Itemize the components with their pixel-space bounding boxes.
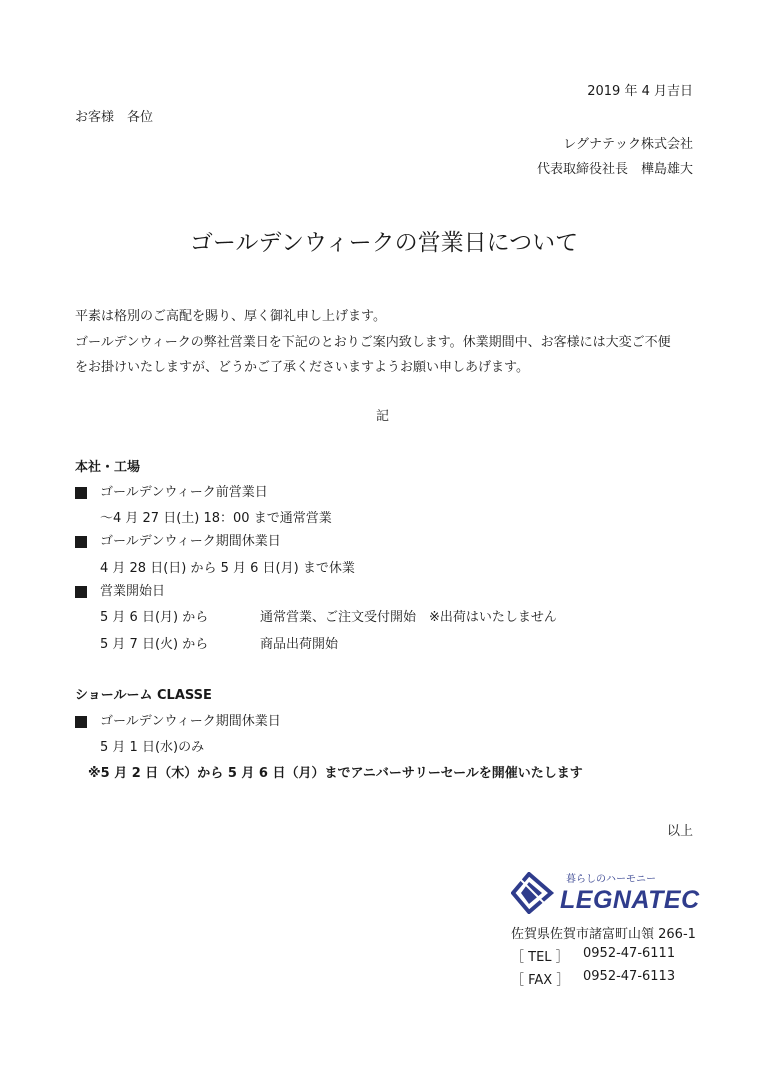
fax-number: 0952-47-6113 [583,969,676,984]
company-address: 佐賀県佐賀市諸富町山領 266-1 [511,927,696,942]
representative: 代表取締役社長 樺島雄大 [536,162,693,177]
start-date: 5 月 6 日(月) から [100,610,209,625]
addressee: お客様 各位 [75,110,154,125]
intro-line: 平素は格別のご高配を賜り、厚く御礼申し上げます。 [75,309,386,324]
list-item-label: ゴールデンウィーク期間休業日 [100,714,281,729]
closing-mark: 以上 [666,824,693,839]
bullet-square-icon [75,586,87,598]
start-desc: 通常営業、ご注文受付開始 ※出荷はいたしません [260,610,557,625]
page-title: ゴールデンウィークの営業日について [189,230,579,256]
section-heading-hq: 本社・工場 [75,460,141,475]
intro-line: ゴールデンウィークの弊社営業日を下記のとおりご案内致します。休業期間中、お客様には大変ご不便 [75,335,671,350]
company-name: レグナテック株式会社 [563,137,693,152]
bullet-square-icon [75,716,87,728]
sale-notice: ※5 月 2 日（木）から 5 月 6 日（月）までアニバーサリーセールを開催いたします [88,766,583,781]
list-item-detail: 4 月 28 日(日) から 5 月 6 日(月) まで休業 [100,561,355,576]
ki-mark: 記 [376,409,390,424]
legnatec-logo-icon [511,872,557,914]
logo-tagline: 暮らしのハーモニー [566,874,656,885]
intro-line: をお掛けいたしますが、どうかご了承くださいますようお願い申しあげます。 [75,360,529,375]
bullet-square-icon [75,536,87,548]
list-item-label: ゴールデンウィーク期間休業日 [100,534,281,549]
section-heading-showroom: ショールーム CLASSE [75,688,212,703]
list-item-label: ゴールデンウィーク前営業日 [100,485,268,500]
list-item-detail: 5 月 1 日(水)のみ [100,740,205,755]
start-desc: 商品出荷開始 [260,637,339,652]
start-date: 5 月 7 日(火) から [100,637,209,652]
logo-wordmark: LEGNATEC [560,886,700,914]
document-date: 2019 年 4 月吉日 [587,84,693,99]
bullet-square-icon [75,487,87,499]
tel-label: ［ TEL ］ [511,950,569,965]
fax-label: ［ FAX ］ [511,973,570,988]
tel-number: 0952-47-6111 [583,946,676,961]
list-item-detail: ～4 月 27 日(土) 18：00 まで通常営業 [100,511,332,526]
list-item-label: 営業開始日 [100,584,166,599]
